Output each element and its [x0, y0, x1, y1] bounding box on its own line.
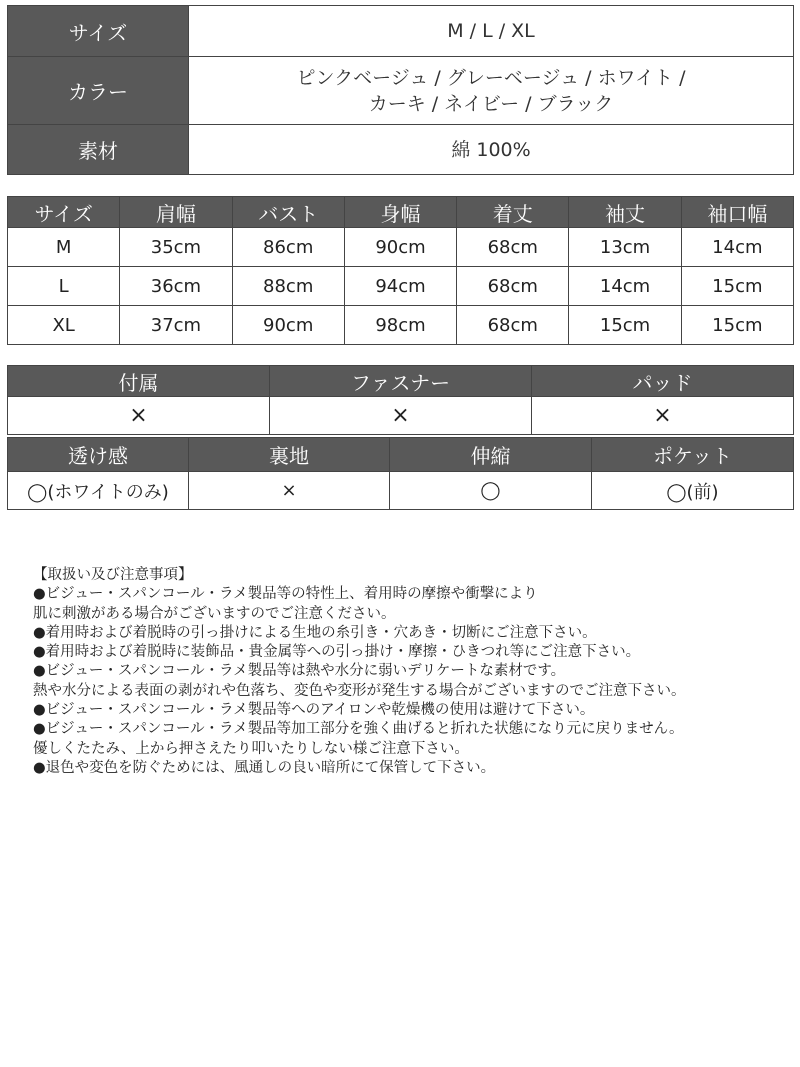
material-value: 綿 100% [189, 125, 794, 175]
features-table-2 [7, 437, 794, 510]
color-label: カラー [8, 57, 189, 125]
table-cell: 13cm [569, 228, 681, 267]
size-header: サイズ [8, 197, 120, 228]
size-value: M / L / XL [189, 6, 794, 57]
color-value-line2: カーキ / ネイビー / ブラック [368, 92, 614, 115]
zipper-header: ファスナー [270, 366, 532, 397]
pad-header: パッド [532, 366, 794, 397]
length-header: 着丈 [457, 197, 569, 228]
table-cell: M [8, 228, 120, 267]
accessory-value: × [8, 397, 270, 435]
sheerness-value: ◯(ホワイトのみ) [8, 472, 189, 510]
note-line: ●着用時および着脱時の引っ掛けによる生地の糸引き・穴あき・切断にご注意下さい。 [33, 624, 597, 641]
table-cell: 90cm [344, 228, 456, 267]
note-line: ●ビジュー・スパンコール・ラメ製品等加工部分を強く曲げると折れた状態になり元に戻りません。 [33, 721, 684, 738]
table-cell: 86cm [232, 228, 344, 267]
spec-table [7, 5, 794, 175]
pocket-header: ポケット [592, 438, 794, 472]
table-cell: 68cm [457, 228, 569, 267]
note-line: ●ビジュー・スパンコール・ラメ製品等は熱や水分に弱いデリケートな素材です。 [33, 663, 566, 680]
color-value [189, 57, 794, 125]
note-line: ●ビジュー・スパンコール・ラメ製品等へのアイロンや乾燥機の使用は避けて下さい。 [33, 702, 595, 719]
lining-header: 裏地 [189, 438, 390, 472]
sleeve-length-header: 袖丈 [569, 197, 681, 228]
table-cell: 14cm [569, 267, 681, 306]
table-cell: 15cm [681, 267, 793, 306]
lining-value: × [189, 472, 390, 510]
shoulder-header: 肩幅 [120, 197, 232, 228]
care-notes [33, 566, 793, 778]
cuff-width-header: 袖口幅 [681, 197, 793, 228]
features-table-1 [7, 365, 794, 435]
table-cell: 37cm [120, 306, 232, 345]
color-value-line1: ピンクベージュ / グレーベージュ / ホワイト / [296, 66, 686, 89]
body-width-header: 身幅 [344, 197, 456, 228]
zipper-value: × [270, 397, 532, 435]
table-cell: 68cm [457, 306, 569, 345]
table-row [8, 306, 794, 345]
size-table [7, 196, 794, 345]
table-cell: 35cm [120, 228, 232, 267]
material-label: 素材 [8, 125, 189, 175]
table-cell: 90cm [232, 306, 344, 345]
table-row [8, 267, 794, 306]
table-cell: 68cm [457, 267, 569, 306]
stretch-value: ◯ [390, 472, 592, 510]
table-row [8, 228, 794, 267]
note-line: 熱や水分による表面の剥がれや色落ち、変色や変形が発生する場合がございますのでご注意下さい。 [33, 682, 686, 699]
bust-header: バスト [232, 197, 344, 228]
pocket-value: ◯(前) [592, 472, 794, 510]
note-line: ●ビジュー・スパンコール・ラメ製品等の特性上、着用時の摩擦や衝撃により [33, 586, 538, 603]
pad-value: × [532, 397, 794, 435]
table-cell: 98cm [344, 306, 456, 345]
note-line: ●退色や変色を防ぐためには、風通しの良い暗所にて保管して下さい。 [33, 759, 496, 776]
accessory-header: 付属 [8, 366, 270, 397]
table-cell: XL [8, 306, 120, 345]
size-label: サイズ [8, 6, 189, 57]
table-cell: 36cm [120, 267, 232, 306]
table-cell: 15cm [681, 306, 793, 345]
note-line: 優しくたたみ、上から押さえたり叩いたりしない様ご注意下さい。 [33, 740, 469, 757]
table-cell: 88cm [232, 267, 344, 306]
stretch-header: 伸縮 [390, 438, 592, 472]
table-cell: L [8, 267, 120, 306]
table-cell: 94cm [344, 267, 456, 306]
note-line: ●着用時および着脱時に装飾品・貴金属等への引っ掛け・摩擦・ひきつれ等にご注意下さい。 [33, 644, 641, 661]
table-cell: 14cm [681, 228, 793, 267]
note-line: 肌に刺激がある場合がございますのでご注意ください。 [33, 605, 396, 622]
notes-heading: 【取扱い及び注意事項】 [33, 567, 193, 583]
table-cell: 15cm [569, 306, 681, 345]
sheerness-header: 透け感 [8, 438, 189, 472]
